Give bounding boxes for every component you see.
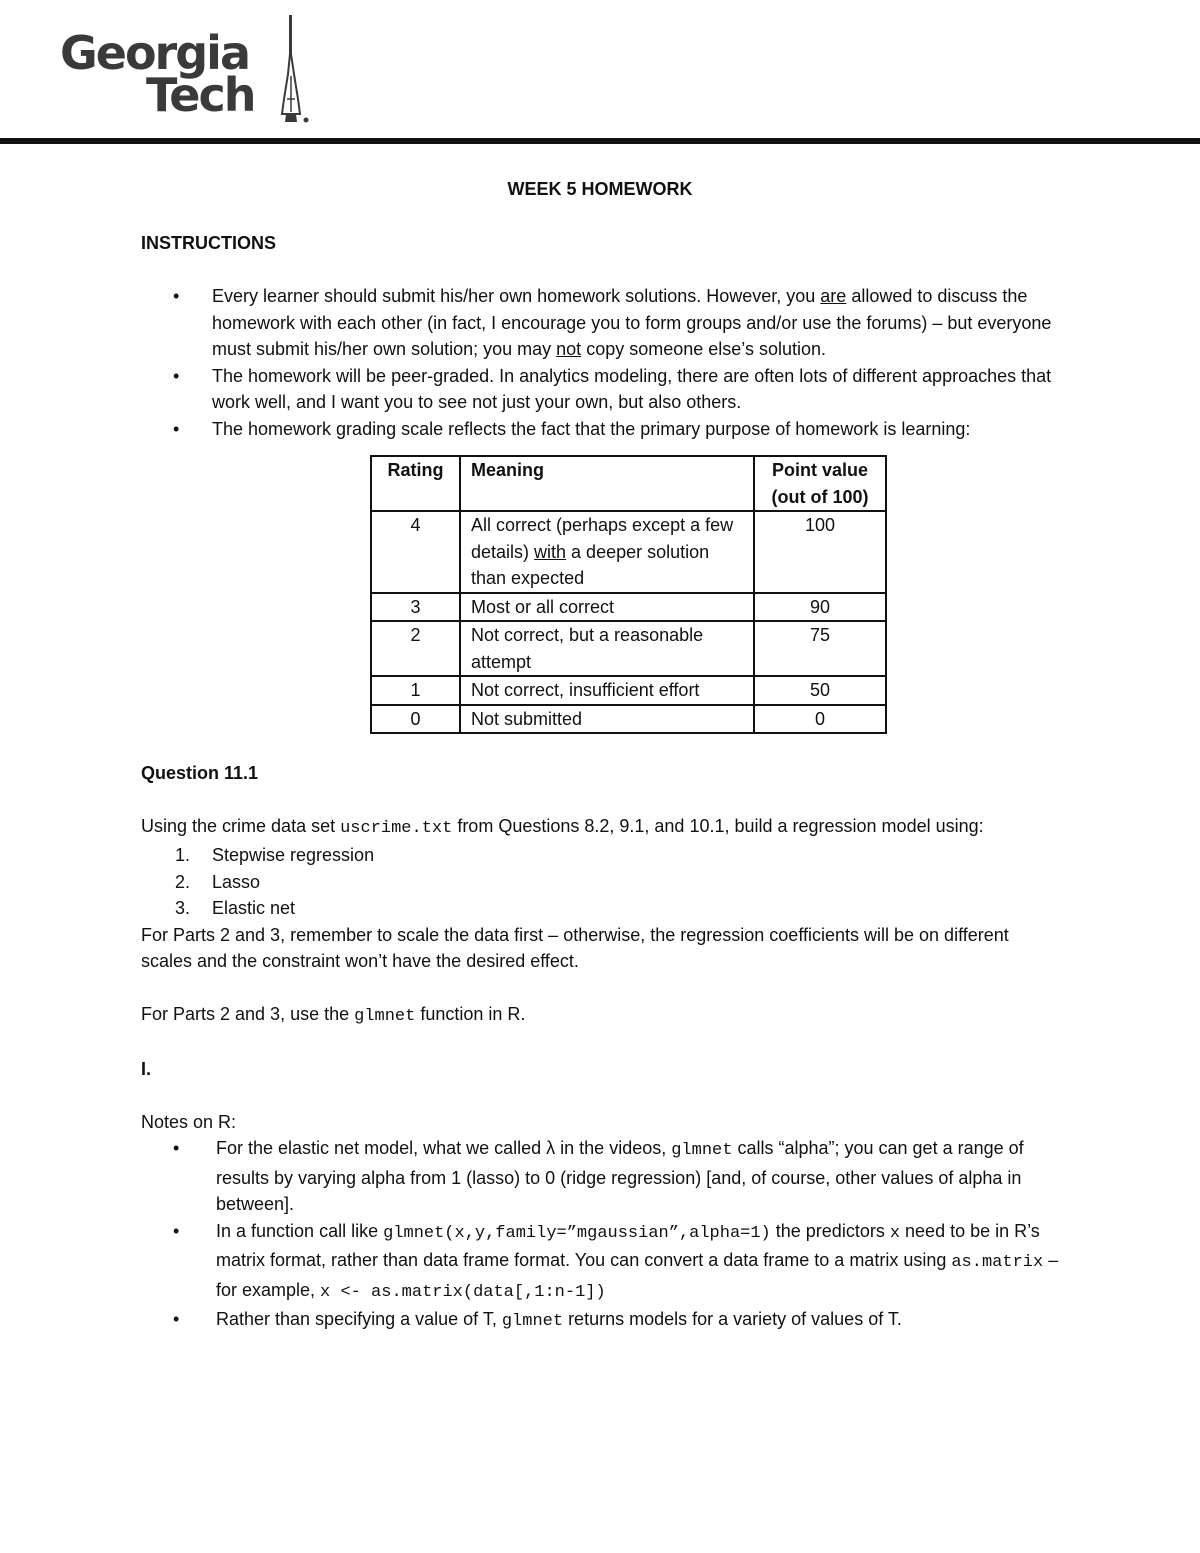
- table-row: [371, 705, 886, 734]
- cell-points: 50: [754, 676, 886, 705]
- cell-rating: 3: [371, 593, 460, 622]
- instructions-heading: INSTRUCTIONS: [141, 232, 276, 253]
- text-span: – for example,: [216, 1250, 1059, 1300]
- page-title: WEEK 5 HOMEWORK: [507, 179, 693, 199]
- logo-line1: Georgia: [60, 26, 249, 80]
- scale-note: For Parts 2 and 3, remember to scale the data first – otherwise, the regression coefficients will be on different scales and the constraint won’t have the desired effect.: [141, 924, 1009, 971]
- text-span: Lasso: [212, 871, 261, 892]
- document-body: [141, 176, 1061, 1336]
- text-span: from Questions 8.2, 9.1, and 10.1, build a regression model using:: [452, 815, 984, 836]
- text-span: calls “alpha”; you can get a range of results by varying alpha from 1 (lasso) to 0 (ridge regression) [and, of course, other values of alpha in between].: [216, 1138, 1024, 1214]
- text-span: allowed to discuss the homework with each other (in fact, I encourage you to form groups and/or use the forums) – but everyone must submit his/her own solution; you may: [212, 286, 1052, 359]
- text-span: In a function call like: [216, 1220, 384, 1241]
- glmnet-note: [141, 1001, 1061, 1031]
- list-number: 1.: [175, 845, 191, 865]
- cell-meaning: [460, 511, 754, 593]
- text-span: copy someone else’s solution.: [581, 339, 826, 359]
- text-span: All correct (perhaps except a few details): [471, 515, 734, 562]
- section-heading: I.: [141, 1059, 152, 1079]
- cell-rating: 4: [371, 511, 460, 593]
- cell-rating: 2: [371, 621, 460, 676]
- list-number: 3.: [175, 898, 191, 918]
- underlined-word: not: [556, 339, 582, 359]
- grading-table: [370, 455, 887, 734]
- text-span: function in R.: [415, 1003, 526, 1024]
- header-rule: [0, 138, 1200, 144]
- text-span: Elastic net: [212, 898, 296, 918]
- cell-rating: 1: [371, 676, 460, 705]
- cell-meaning: Not submitted: [460, 705, 754, 734]
- table-row: [371, 511, 886, 593]
- code-filename: uscrime.txt: [340, 818, 453, 838]
- list-item: [141, 1218, 1061, 1307]
- cell-meaning: Not correct, but a reasonable attempt: [460, 621, 754, 676]
- notes-heading: Notes on R:: [141, 1111, 237, 1132]
- list-item: [141, 1306, 1061, 1336]
- text-span: Rather than specifying a value of T,: [216, 1309, 502, 1329]
- header-rating: Rating: [371, 456, 460, 511]
- model-list: [141, 842, 1061, 922]
- logo-line2: Tech: [146, 68, 255, 122]
- text-span: returns models for a variety of values of T.: [563, 1309, 902, 1329]
- text-span: For the elastic net model, what we called λ in the videos,: [216, 1138, 672, 1158]
- text-span: need to be in R’s matrix format, rather than data frame format. You can convert a data frame to a matrix using: [216, 1220, 1040, 1270]
- code-function: as.matrix: [951, 1253, 1044, 1272]
- header-meaning: Meaning: [460, 456, 754, 511]
- code-example: x <- as.matrix(data[,1:n-1]): [320, 1282, 606, 1302]
- code-var: x: [889, 1223, 901, 1243]
- list-item: • The homework will be peer-graded. In analytics modeling, there are often lots of different approaches that work well, and I want you to see not just your own, but also others.: [141, 363, 1061, 416]
- text-span: Using the crime data set: [141, 815, 341, 836]
- text-span: Every learner should submit his/her own homework solutions. However, you: [212, 286, 821, 306]
- code-function: glmnet: [354, 1006, 416, 1026]
- code-function: glmnet: [671, 1141, 733, 1160]
- code-function: glmnet: [501, 1312, 564, 1331]
- cell-points: 75: [754, 621, 886, 676]
- list-item: [141, 1135, 1061, 1218]
- cell-points: 90: [754, 593, 886, 622]
- instructions-list: [141, 283, 1061, 442]
- notes-list: [141, 1135, 1061, 1336]
- cell-meaning: Not correct, insufficient effort: [460, 676, 754, 705]
- list-item: [141, 283, 1061, 363]
- table-row: [371, 621, 886, 676]
- table-row: [371, 676, 886, 705]
- list-number: 2.: [175, 871, 191, 892]
- cell-points: 0: [754, 705, 886, 734]
- list-item: [141, 869, 1061, 896]
- tech-tower-icon: [276, 14, 326, 129]
- cell-rating: 0: [371, 705, 460, 734]
- code-call: glmnet(x,y,family=”mgaussian”,alpha=1): [383, 1223, 771, 1243]
- table-header-row: [371, 456, 886, 511]
- list-item: [141, 895, 1061, 922]
- header-points: Point value (out of 100): [754, 456, 886, 511]
- text-span: Stepwise regression: [212, 845, 375, 865]
- table-row: [371, 593, 886, 622]
- question-heading: Question 11.1: [141, 763, 259, 783]
- cell-meaning: Most or all correct: [460, 593, 754, 622]
- text-span: the predictors: [770, 1220, 890, 1241]
- text-span: a deeper solution than expected: [471, 541, 710, 588]
- georgia-tech-logo: [58, 14, 328, 129]
- underlined-word: with: [534, 541, 567, 562]
- text-span: For Parts 2 and 3, use the: [141, 1003, 355, 1024]
- underlined-word: are: [820, 286, 847, 306]
- list-item: • The homework grading scale reflects the fact that the primary purpose of homework is learning:: [141, 416, 1061, 443]
- list-item: [141, 842, 1061, 869]
- cell-points: 100: [754, 511, 886, 593]
- question-intro: [141, 813, 1061, 843]
